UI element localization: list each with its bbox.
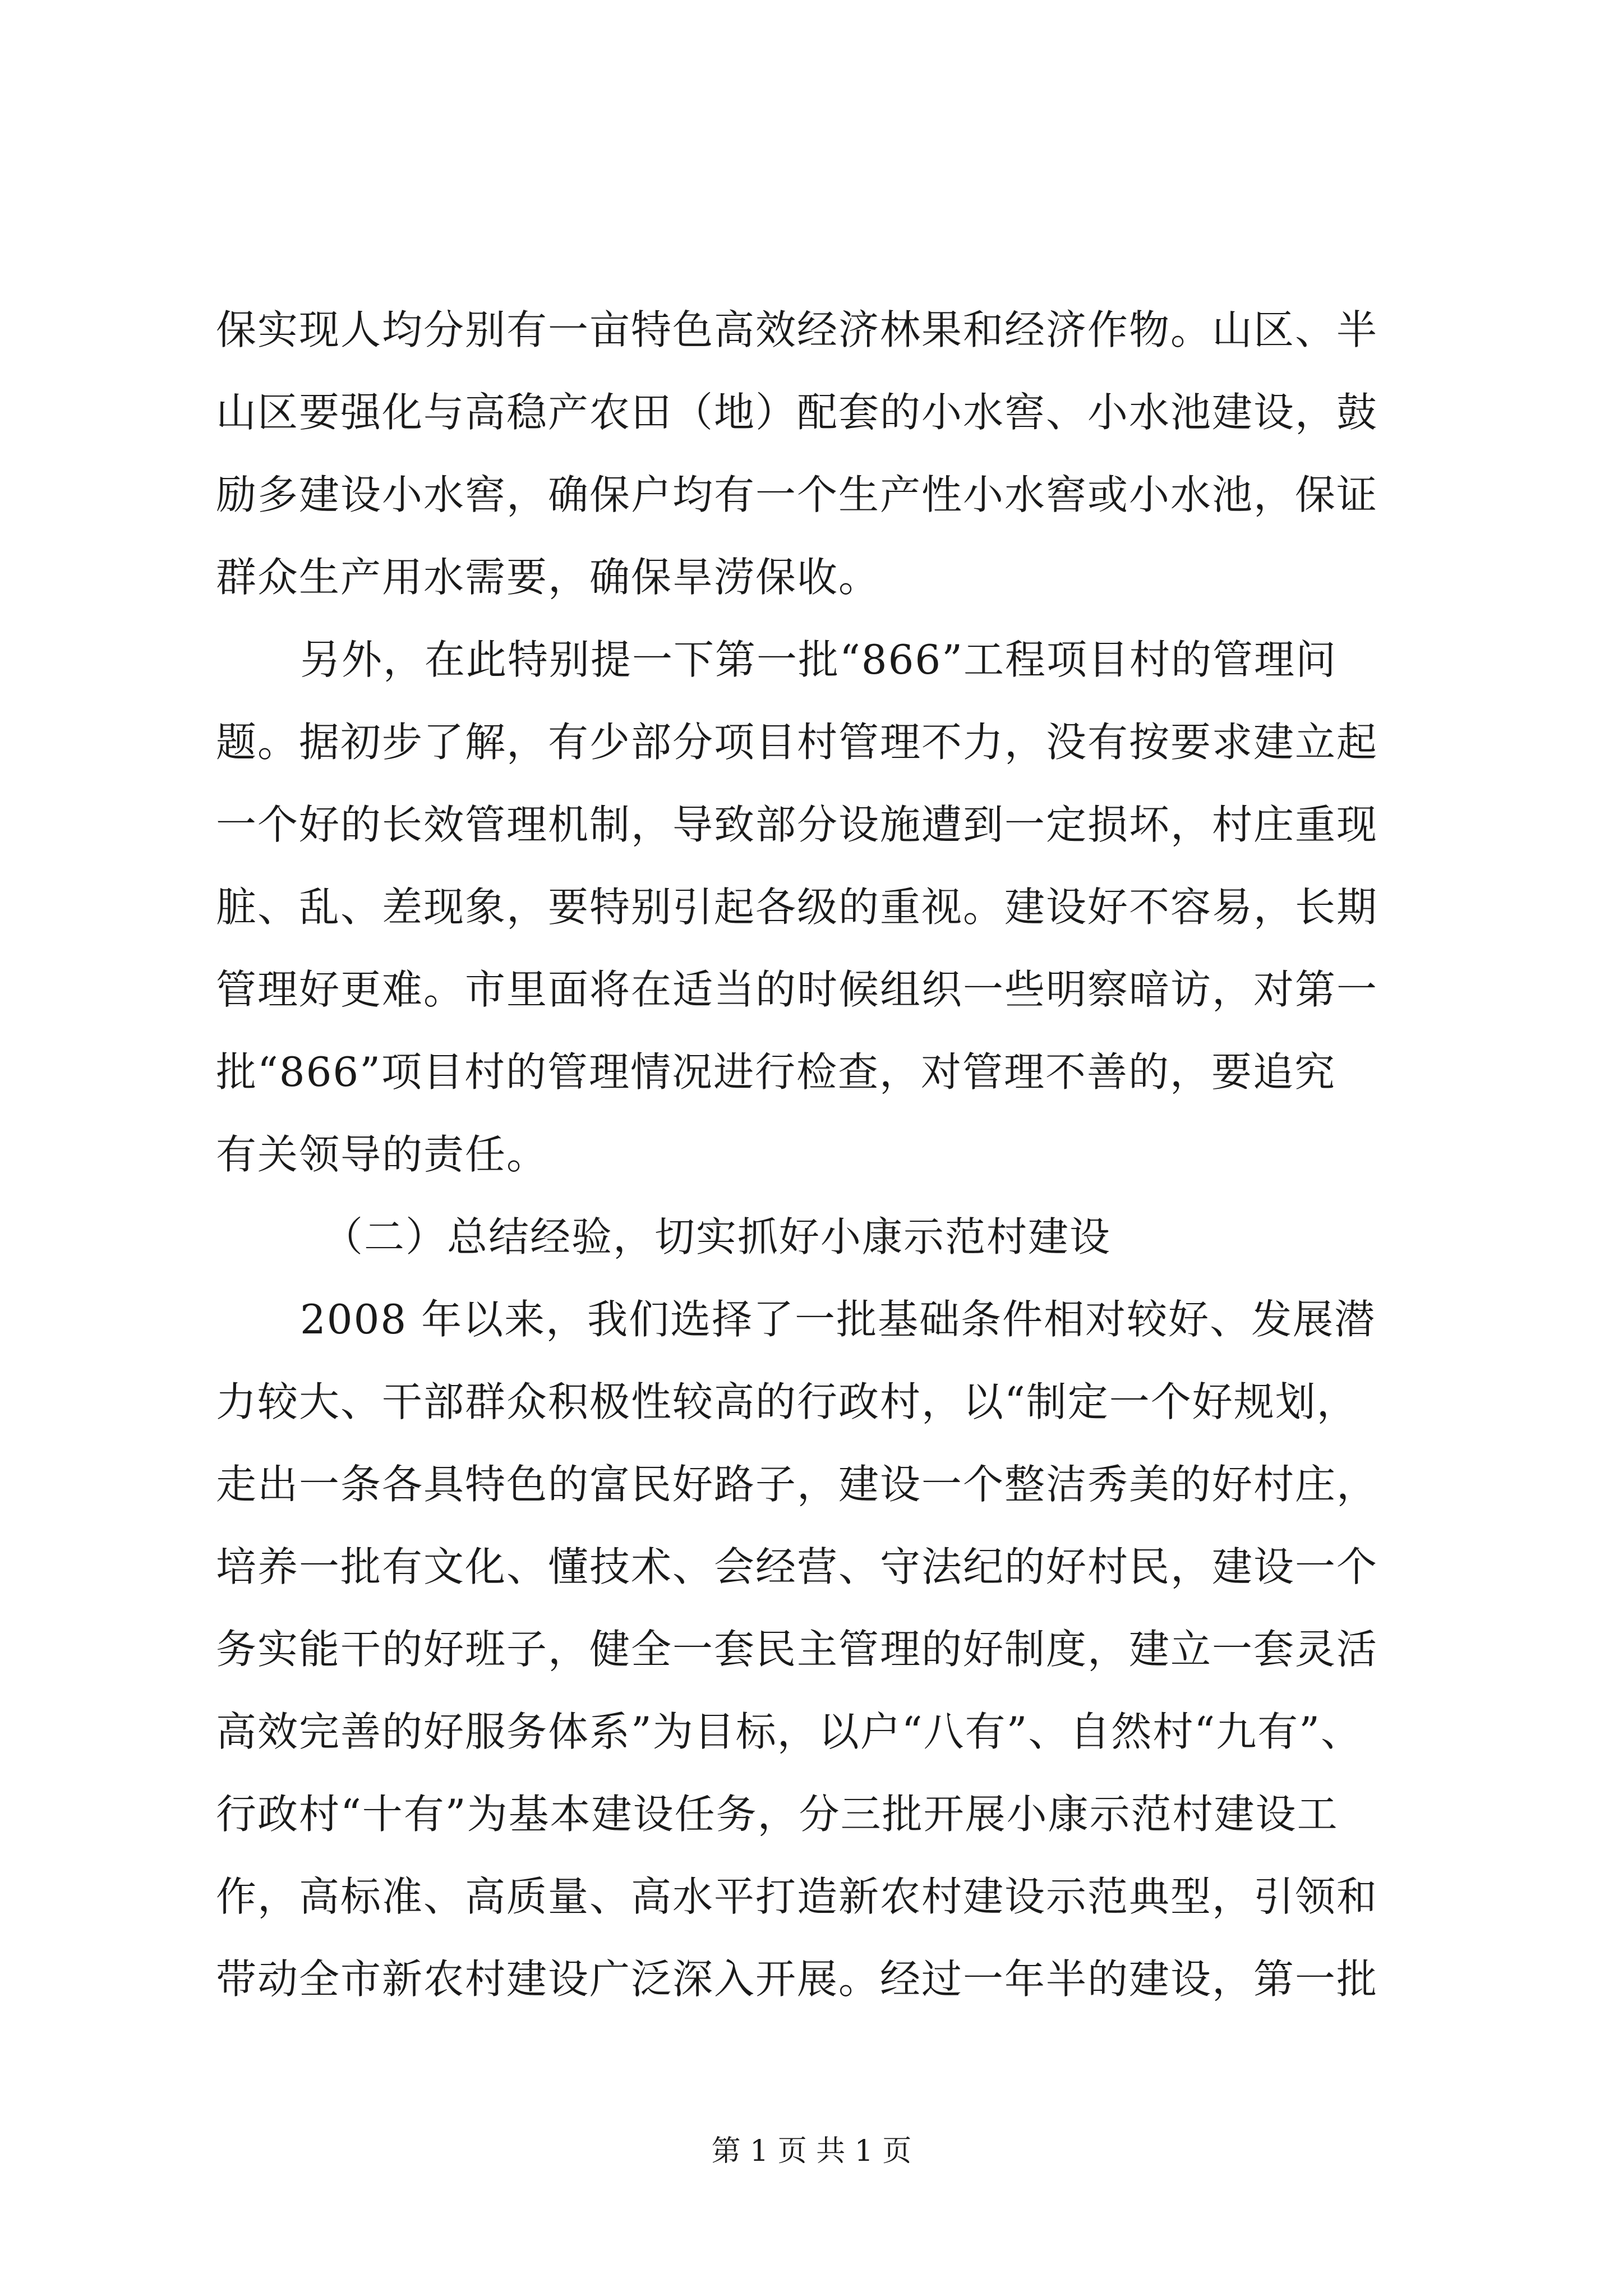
paragraph-line: 有关领导的责任。 [216,1131,548,1178]
paragraph-line: 作，高标准、高质量、高水平打造新农村建设示范典型，引领和 [216,1873,1378,1920]
page-footer: 第 1 页 共 1 页 [711,2134,912,2168]
paragraph-line: 题。据初步了解，有少部分项目村管理不力，没有按要求建立起 [216,719,1378,766]
paragraph-line: 另外，在此特别提一下第一批“866”工程项目村的管理问 [300,636,1338,683]
paragraph-line: 一个好的长效管理机制，导致部分设施遭到一定损坏，村庄重现 [216,801,1378,848]
paragraph-line: 山区要强化与高稳产农田（地）配套的小水窖、小水池建设，鼓 [216,389,1378,436]
paragraph-line: 走出一条各具特色的富民好路子，建设一个整洁秀美的好村庄， [216,1461,1378,1508]
paragraph-line: 培养一批有文化、懂技术、会经营、守法纪的好村民，建设一个 [216,1543,1378,1590]
paragraph-line: 行政村“十有”为基本建设任务，分三批开展小康示范村建设工 [216,1791,1339,1838]
paragraph-line: 力较大、干部群众积极性较高的行政村，以“制定一个好规划， [216,1378,1358,1425]
section-heading: （二）总结经验，切实抓好小康示范村建设 [322,1213,1112,1260]
paragraph-line: 务实能干的好班子，健全一套民主管理的好制度，建立一套灵活 [216,1626,1378,1673]
paragraph-line: 管理好更难。市里面将在适当的时候组织一些明察暗访，对第一 [216,966,1378,1013]
paragraph-line: 带动全市新农村建设广泛深入开展。经过一年半的建设，第一批 [216,1955,1378,2003]
paragraph-line: 脏、乱、差现象，要特别引起各级的重视。建设好不容易，长期 [216,884,1378,931]
paragraph-line: 批“866”项目村的管理情况进行检查，对管理不善的，要追究 [216,1048,1336,1096]
document-body [216,289,1427,2021]
paragraph-line: 保实现人均分别有一亩特色高效经济林果和经济作物。山区、半 [216,306,1378,353]
paragraph-line: 高效完善的好服务体系”为目标，以户“八有”、自然村“九有”、 [216,1708,1363,1755]
paragraph-line: 群众生产用水需要，确保旱涝保收。 [216,554,880,601]
paragraph-line: 励多建设小水窖，确保户均有一个生产性小水窖或小水池，保证 [216,471,1378,518]
paragraph-line: 2008 年以来，我们选择了一批基础条件相对较好、发展潜 [300,1296,1376,1343]
